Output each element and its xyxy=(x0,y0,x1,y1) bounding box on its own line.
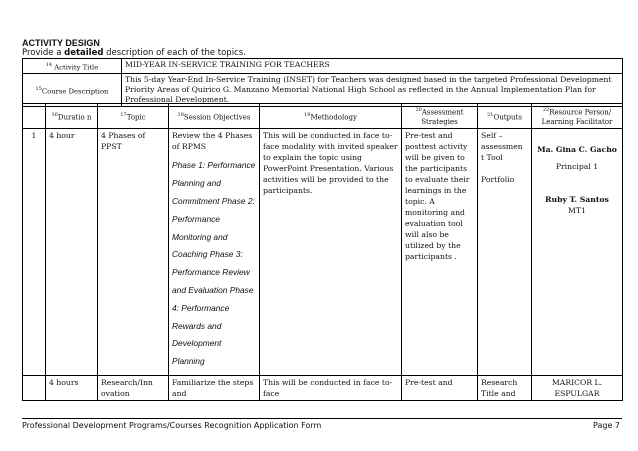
table-row xyxy=(23,376,623,401)
row-number xyxy=(23,376,46,401)
row-resource-person xyxy=(532,129,623,376)
row-topic: 4 Phases of PPST xyxy=(98,129,169,376)
course-description-row xyxy=(23,74,623,107)
row-resource-person: MARICOR L. ESPULGAR xyxy=(532,376,623,401)
row-duration: 4 hours xyxy=(46,376,98,401)
instructions-text: Provide a xyxy=(22,48,65,58)
activity-title-row xyxy=(23,59,623,74)
activity-title-value: MID-YEAR IN-SERVICE TRAINING FOR TEACHERS xyxy=(122,59,623,74)
objectives-phases: Phase 1: Performance Planning and Commitment Phase 2: Performance Monitoring and Coaching Phase 3: Performance Review and Evaluation Phase 4: Performance Rewards and Development Planning xyxy=(172,160,256,367)
row-objectives xyxy=(169,129,260,376)
objectives-text: Review the 4 Phases of RPMS xyxy=(172,131,253,152)
footer-page-number: Page 7 xyxy=(593,421,620,430)
row-methodology: This will be conducted in face to-face xyxy=(260,376,402,401)
col-resource-person: $^{22}$Resource Person/ Learning Facilitator xyxy=(532,104,623,129)
course-description-label: $^{15}$Course Description xyxy=(23,74,122,107)
topics-table xyxy=(22,103,623,401)
activity-header-table xyxy=(22,58,623,107)
col-assessment: $^{20}$Assessment Strategies xyxy=(402,104,478,129)
output-item: Self – assessmen t Tool xyxy=(481,131,523,163)
section-heading: ACTIVITY DESIGN xyxy=(22,38,100,48)
section-instructions xyxy=(22,48,246,58)
row-methodology: This will be conducted in face to-face modality with invited speaker to explain the topic using PowerPoint Presentation. Various activities will be provided to the participants. xyxy=(260,129,402,376)
resource-person-name: Ma. Gina C. Gacho xyxy=(537,145,617,155)
course-description-value: This 5-day Year-End In-Service Training (INSET) for Teachers was designed based in the targeted Professional Development Priority Areas of Quirico G. Manzano Memorial National High School as reflected in the Annual Implementation Plan for Professional Development. xyxy=(122,74,623,107)
footer-form-title: Professional Development Programs/Courses Recognition Application Form xyxy=(22,421,322,430)
row-number: 1 xyxy=(23,129,46,376)
row-assessment: Pre-test and xyxy=(402,376,478,401)
resource-person-name: Ruby T. Santos xyxy=(545,195,609,205)
activity-title-label: $^{14}$ Activity Title xyxy=(23,59,122,74)
footer-divider xyxy=(22,418,622,419)
output-item: Portfolio xyxy=(481,175,515,185)
row-duration: 4 hour xyxy=(46,129,98,376)
resource-person-role: Principal 1 xyxy=(555,162,599,172)
resource-person-role: MT1 xyxy=(568,206,586,216)
instructions-emphasis: detailed xyxy=(64,48,104,58)
row-topic: Research/Inn ovation xyxy=(98,376,169,401)
col-number xyxy=(23,104,46,129)
table-row xyxy=(23,129,623,376)
row-outputs xyxy=(478,129,532,376)
col-objectives: $^{18}$Session Objectives xyxy=(169,104,260,129)
topics-header-row xyxy=(23,104,623,129)
col-topic: $^{17}$Topic xyxy=(98,104,169,129)
col-duration: $^{16}$Duratio n xyxy=(46,104,98,129)
row-assessment: Pre-test and posttest activity will be given to the participants to evaluate their learnings in the topic. A monitoring and evaluation tool will also be utilized by the participants . xyxy=(402,129,478,376)
row-objectives: Familiarize the steps and xyxy=(169,376,260,401)
col-methodology: $^{19}$Methodology xyxy=(260,104,402,129)
col-outputs: $^{21}$Outputs xyxy=(478,104,532,129)
instructions-text-end: description of each of the topics. xyxy=(103,48,246,58)
row-outputs: Research Title and xyxy=(478,376,532,401)
